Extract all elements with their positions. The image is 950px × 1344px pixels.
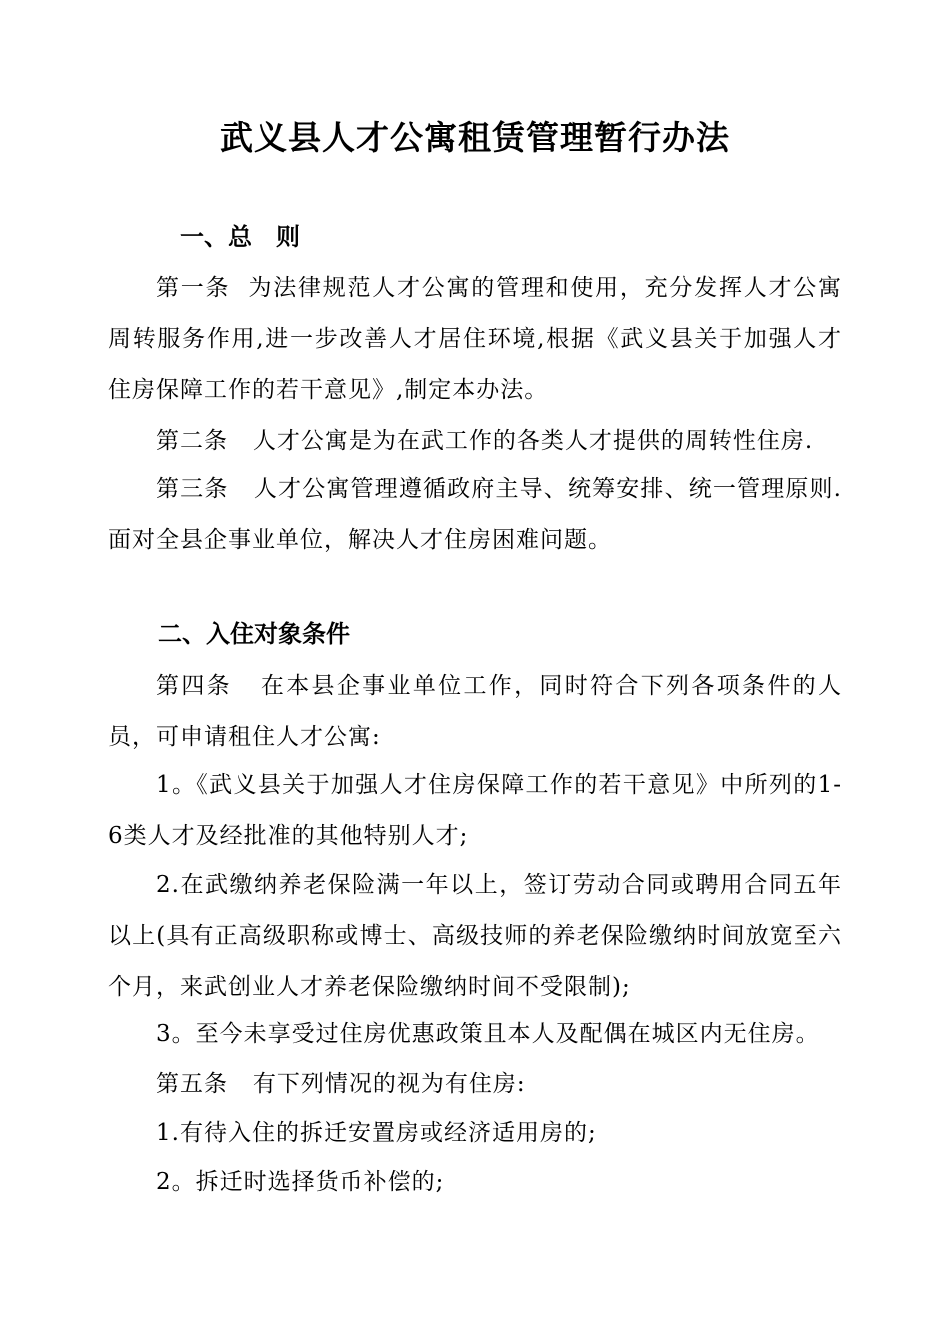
section-heading-general: 一、总 则 [180, 223, 300, 251]
section-heading-eligibility: 二、入住对象条件 [158, 620, 350, 648]
article-4: 第四条 在本县企事业单位工作，同时符合下列各项条件的人员，可申请租住人才公寓: [108, 673, 842, 750]
article-5-item-2: 2。拆迁时选择货币补偿的; [156, 1169, 445, 1195]
article-5-item-1: 1.有待入住的拆迁安置房或经济适用房的; [156, 1120, 597, 1146]
article-5: 第五条 有下列情况的视为有住房: [156, 1071, 526, 1097]
article-2: 第二条 人才公寓是为在武工作的各类人才提供的周转性住房. [156, 428, 814, 454]
document-title: 武义县人才公寓租赁管理暂行办法 [220, 118, 730, 157]
article-4-item-3: 3。至今未享受过住房优惠政策且本人及配偶在城区内无住房。 [156, 1021, 820, 1047]
article-4-item-2: 2.在武缴纳养老保险满一年以上，签订劳动合同或聘用合同五年以上(具有正高级职称或博士、高级技师的养老保险缴纳时间放宽至六个月，来武创业人才养老保险缴纳时间不受限制); [108, 872, 842, 1000]
article-1: 第一条 为法律规范人才公寓的管理和使用，充分发挥人才公寓周转服务作用,进一步改善人才居住环境,根据《武义县关于加强人才住房保障工作的若干意见》,制定本办法。 [108, 275, 842, 403]
article-4-item-1: 1。《武义县关于加强人才住房保障工作的若干意见》中所列的1-6类人才及经批准的其他特别人才; [108, 772, 842, 849]
article-3: 第三条 人才公寓管理遵循政府主导、统筹安排、统一管理原则.面对全县企事业单位，解决人才住房困难问题。 [108, 476, 842, 553]
